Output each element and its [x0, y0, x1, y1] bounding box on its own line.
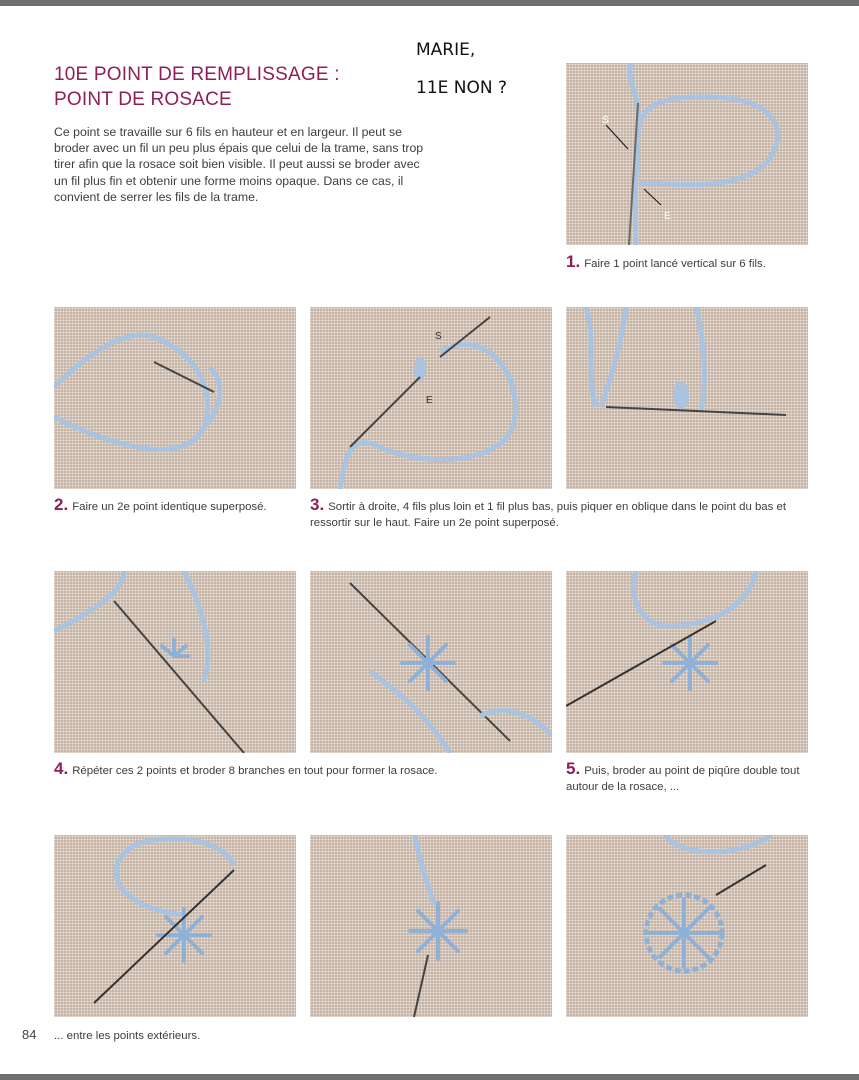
intro-paragraph: Ce point se travaille sur 6 fils en hauteur et en largeur. Il peut se broder avec un fil un peu plus épais que celui de la trame, sans trop tirer afin que la rosace soit bien visible. Il peut aussi se broder avec un fil plus fin et obtenir une forme moins opaque. Dans ce cas, il convient de serrer les fils de la trame. [54, 125, 424, 204]
step-3-number: 3. [310, 495, 325, 514]
step-1-number: 1. [566, 252, 581, 271]
step-6-photo-a [54, 835, 296, 1017]
bottom-border [0, 1074, 859, 1080]
label-e: E [426, 395, 433, 406]
step-2-number: 2. [54, 495, 69, 514]
step-5-photo [566, 571, 808, 753]
step-4-photo-b [310, 571, 552, 753]
label-s: S [602, 115, 609, 126]
page-title [54, 62, 340, 112]
step-4-photo-a [54, 571, 296, 753]
step-2-photo [54, 307, 296, 489]
handwritten-note-line-1: MARIE, [416, 40, 476, 60]
step-1-caption [566, 254, 766, 273]
step-2-text: Faire un 2e point identique superposé. [72, 501, 267, 513]
step-1-photo [566, 63, 808, 245]
label-e: E [664, 211, 671, 222]
step-4-caption [54, 761, 544, 780]
step-4-text: Répéter ces 2 points et broder 8 branches en tout pour former la rosace. [72, 765, 438, 777]
step-3-caption [310, 497, 800, 531]
step-5-number: 5. [566, 759, 581, 778]
top-border [0, 0, 859, 6]
title-line-2: POINT DE ROSACE [54, 89, 232, 110]
step-5-text: Puis, broder au point de piqûre double tout autour de la rosace, ... [566, 765, 800, 793]
step-3-photo [310, 307, 552, 489]
step-1-text: Faire 1 point lancé vertical sur 6 fils. [584, 258, 766, 270]
step-6-photo-c [566, 835, 808, 1017]
step-6-photo-b [310, 835, 552, 1017]
step-3b-photo [566, 307, 808, 489]
step-3-text: Sortir à droite, 4 fils plus loin et 1 fil plus bas, puis piquer en oblique dans le point du bas et ressortir sur le haut. Faire un 2e point superposé. [310, 501, 786, 529]
step-2-caption [54, 497, 294, 516]
handwritten-note-line-2: 11E NON ? [416, 78, 508, 98]
label-s: S [435, 331, 442, 342]
page-number: 84 [22, 1027, 37, 1042]
step-6-caption: ... entre les points extérieurs. [54, 1030, 201, 1042]
title-line-1: 10E POINT DE REMPLISSAGE : [54, 64, 340, 85]
step-4-number: 4. [54, 759, 69, 778]
step-5-caption [566, 761, 806, 795]
